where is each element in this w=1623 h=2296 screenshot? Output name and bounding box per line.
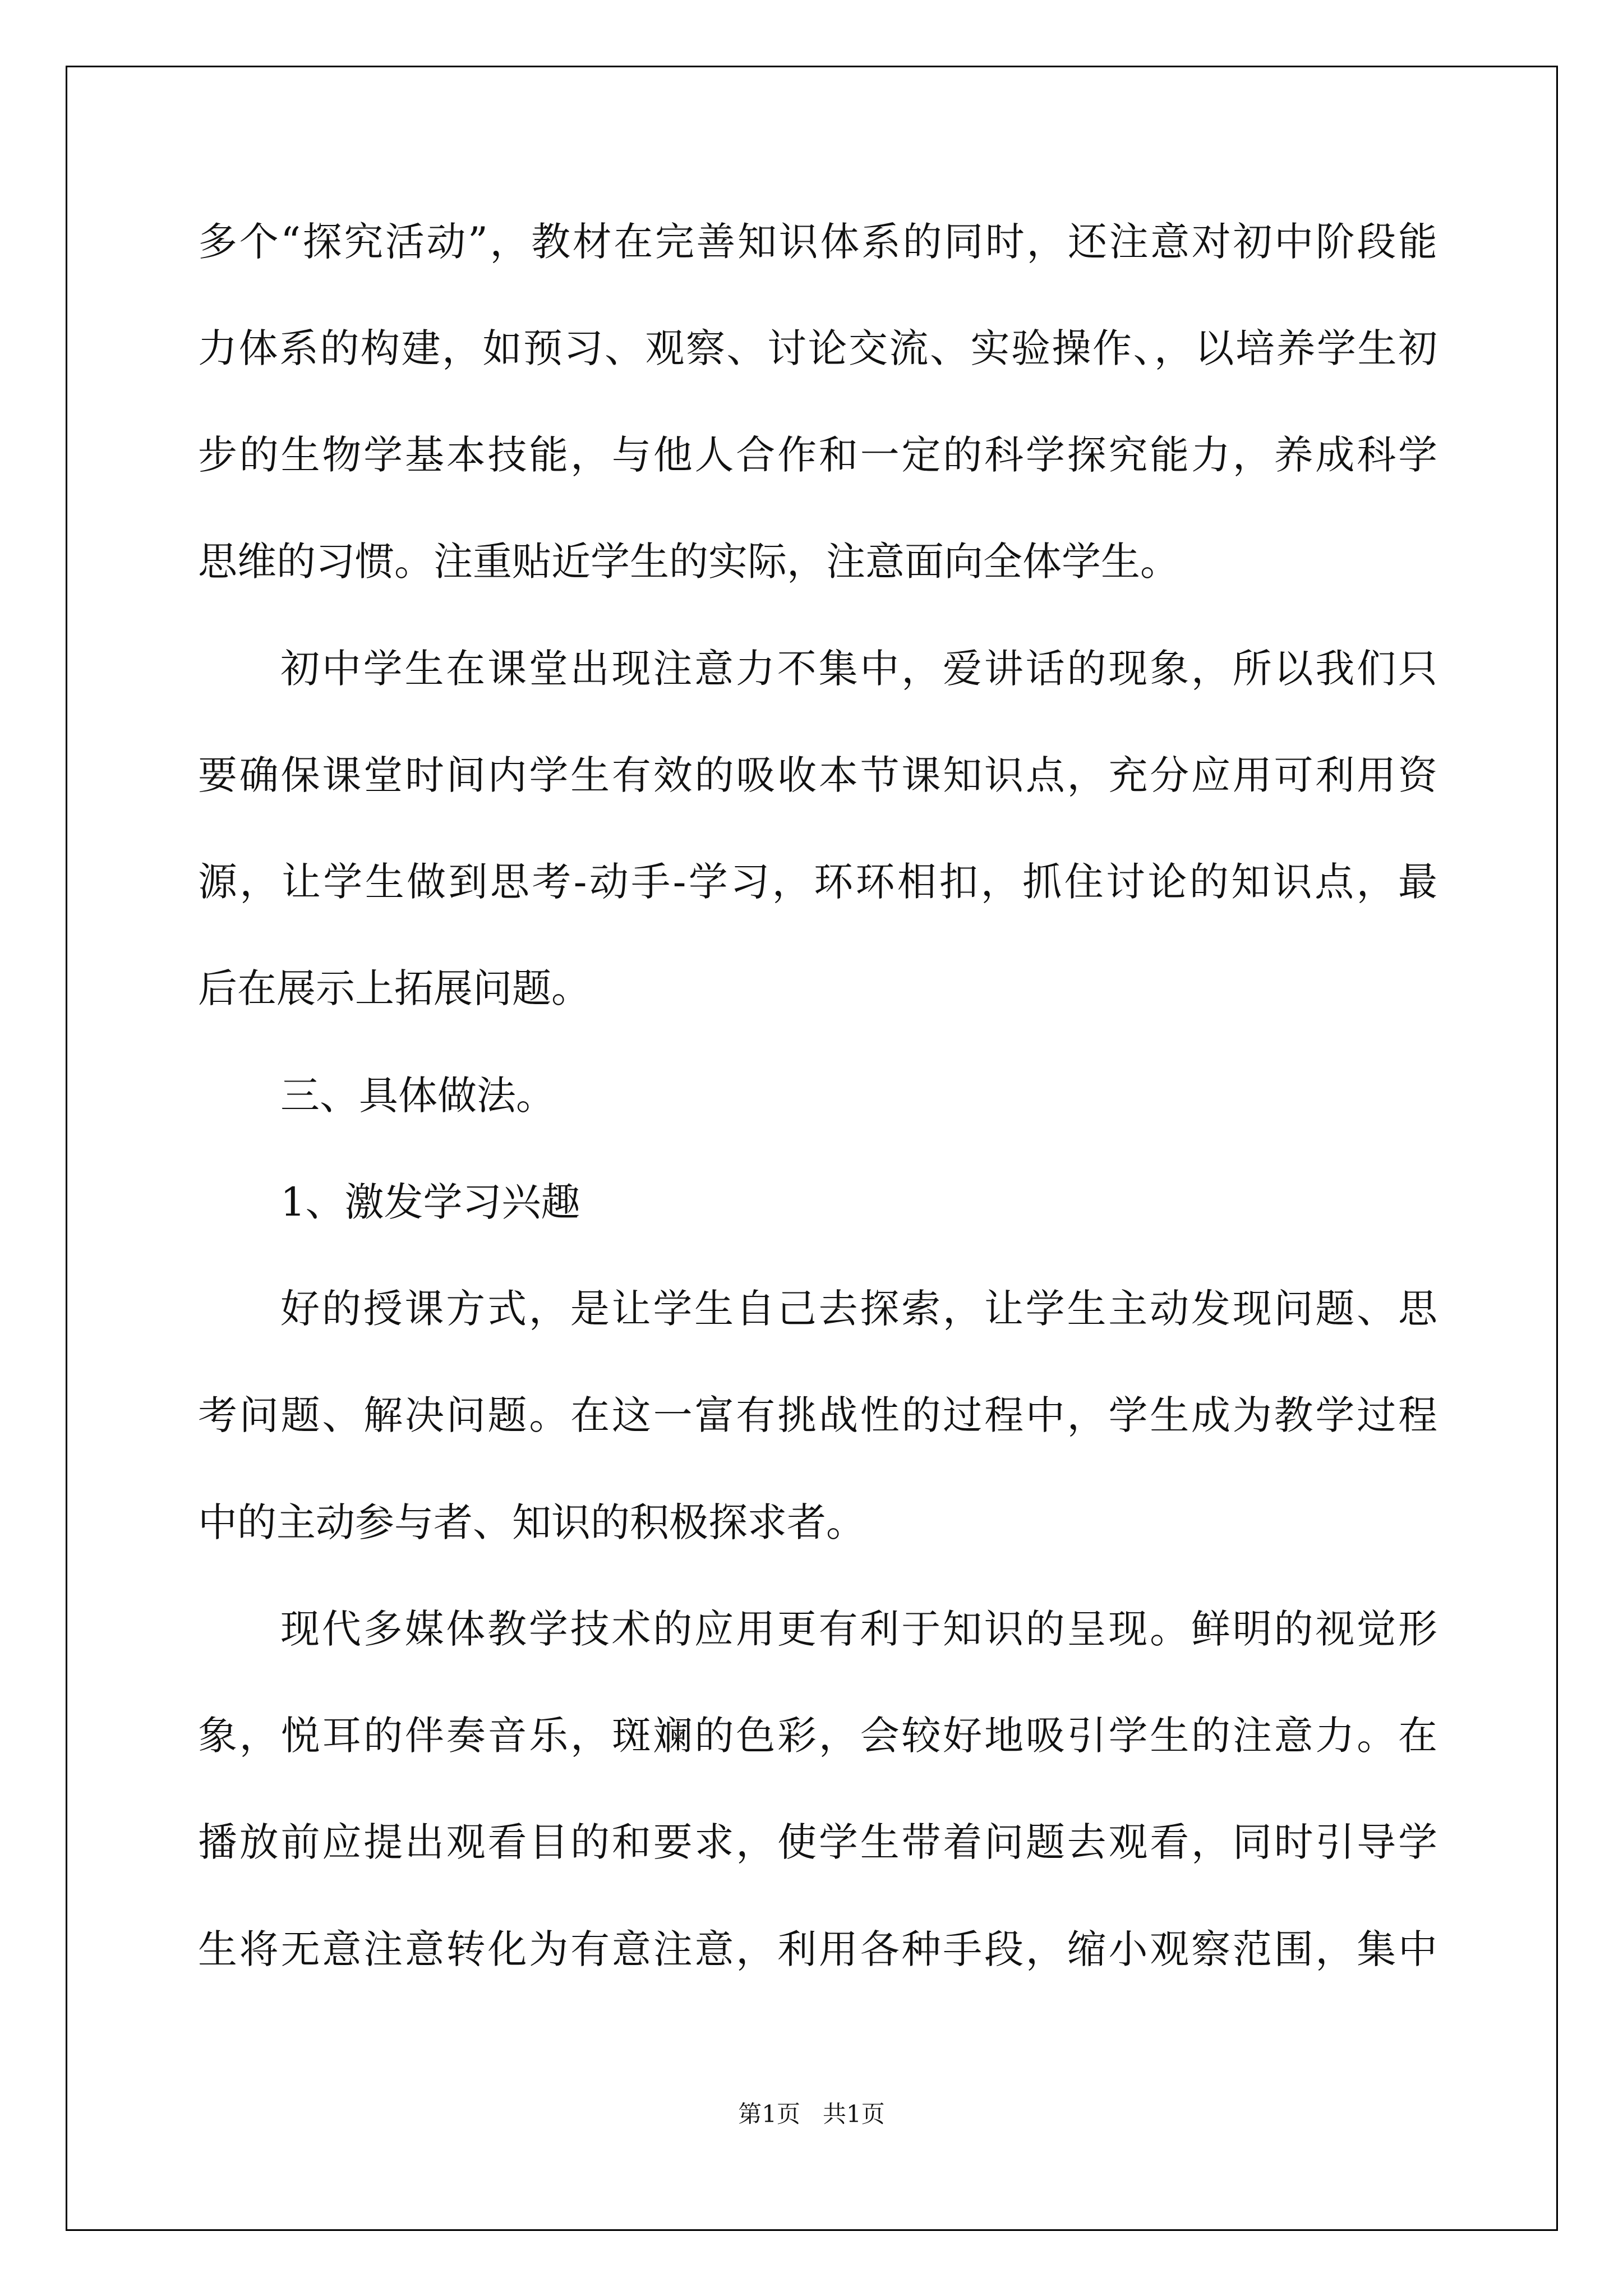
text-line: 多个“探究活动”，教材在完善知识体系的同时，还注意对初中阶段能 bbox=[198, 219, 1437, 265]
text-line: 播放前应提出观看目的和要求，使学生带着问题去观看，同时引导学 bbox=[198, 1819, 1437, 1865]
section-heading: 三、具体做法。 bbox=[280, 1073, 555, 1119]
text-line: 好的授课方式，是让学生自己去探索，让学生主动发现问题、思 bbox=[280, 1286, 1437, 1332]
text-line: 源，让学生做到思考-动手-学习，环环相扣，抓住讨论的知识点，最 bbox=[198, 859, 1437, 905]
text-line: 初中学生在课堂出现注意力不集中，爱讲话的现象，所以我们只 bbox=[280, 646, 1437, 692]
text-line: 中的主动参与者、知识的积极探求者。 bbox=[198, 1499, 865, 1545]
page-border bbox=[66, 66, 1558, 2231]
text-line: 考问题、解决问题。在这一富有挑战性的过程中，学生成为教学过程 bbox=[198, 1392, 1437, 1438]
text-line: 步的生物学基本技能，与他人合作和一定的科学探究能力，养成科学 bbox=[198, 432, 1437, 478]
page-number: 第1页 共1页 bbox=[738, 2100, 885, 2128]
text-line: 现代多媒体教学技术的应用更有利于知识的呈现。鲜明的视觉形 bbox=[280, 1606, 1437, 1652]
text-line: 要确保课堂时间内学生有效的吸收本节课知识点，充分应用可利用资 bbox=[198, 752, 1437, 798]
text-line: 生将无意注意转化为有意注意，利用各种手段，缩小观察范围，集中 bbox=[198, 1926, 1437, 1972]
text-line: 力体系的构建，如预习、观察、讨论交流、实验操作、，以培养学生初 bbox=[198, 325, 1437, 371]
subsection-heading: 1、激发学习兴趣 bbox=[280, 1179, 580, 1225]
text-line: 思维的习惯。注重贴近学生的实际，注意面向全体学生。 bbox=[198, 539, 1179, 585]
text-line: 后在展示上拓展问题。 bbox=[198, 965, 591, 1011]
text-line: 象，悦耳的伴奏音乐，斑斓的色彩，会较好地吸引学生的注意力。在 bbox=[198, 1713, 1437, 1759]
